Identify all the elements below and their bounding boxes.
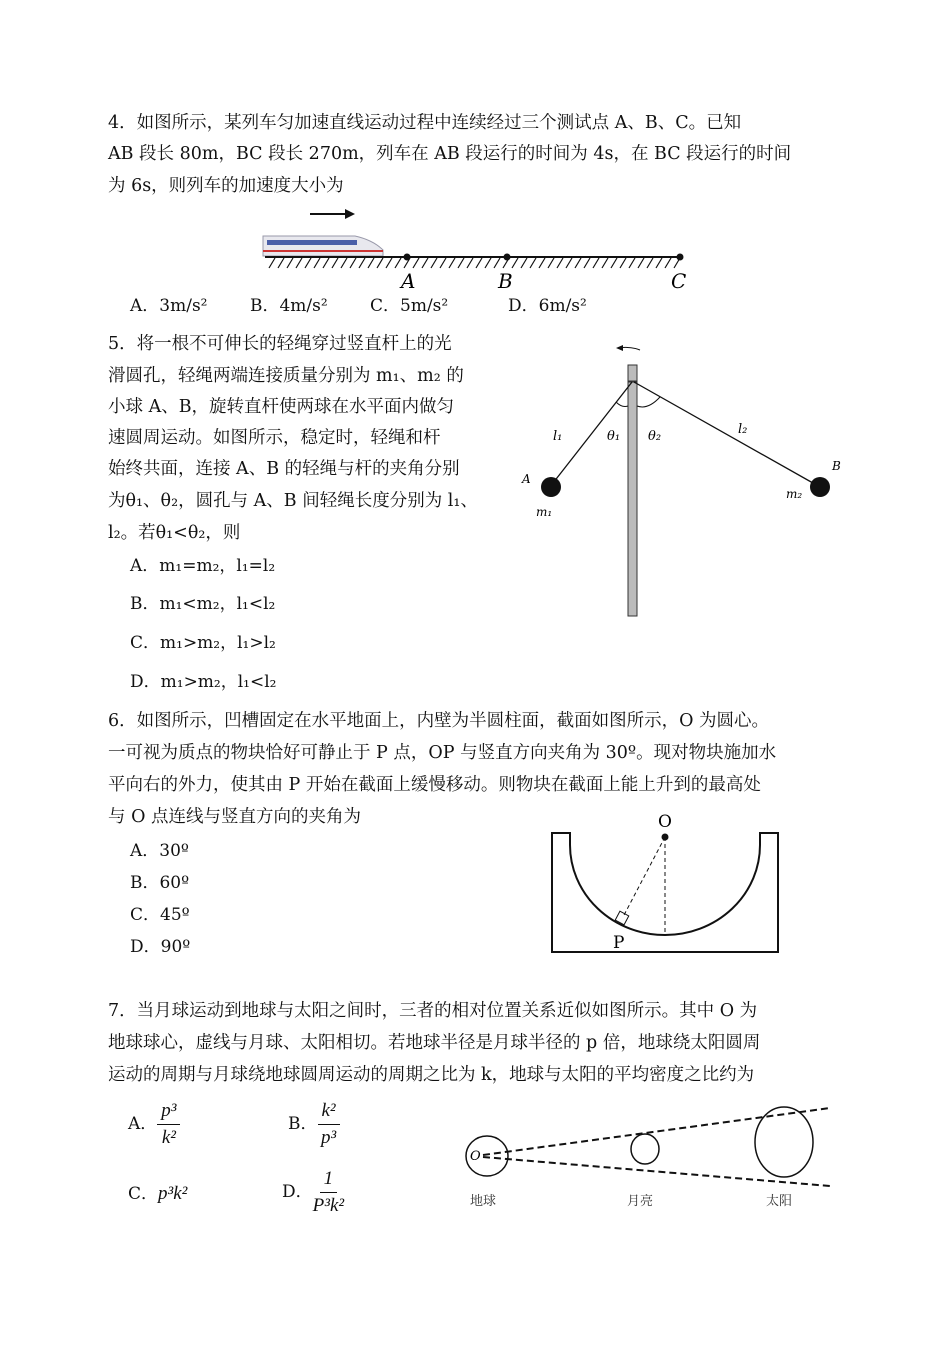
q4-option-b[interactable]: B．4m/s² bbox=[250, 296, 328, 316]
svg-text:O: O bbox=[470, 1149, 481, 1164]
svg-text:A: A bbox=[522, 472, 531, 486]
q6-option-d[interactable]: D．90º bbox=[130, 937, 191, 957]
ball-b bbox=[810, 477, 830, 497]
train-icon bbox=[263, 236, 383, 256]
earth-moon-sun-figure bbox=[455, 1100, 840, 1220]
svg-text:l₂: l₂ bbox=[738, 422, 748, 437]
train-track-figure bbox=[255, 200, 695, 295]
q6-option-c[interactable]: C．45º bbox=[130, 905, 190, 925]
semicircle-groove-figure bbox=[545, 805, 790, 960]
moon-circle bbox=[631, 1134, 659, 1164]
svg-text:O: O bbox=[658, 812, 672, 832]
q6-line-1: 6．如图所示，凹槽固定在水平地面上，内壁为半圆柱面，截面如图所示，O 为圆心。 bbox=[108, 711, 770, 731]
q5-line-1: 5．将一根不可伸长的轻绳穿过竖直杆上的光 bbox=[108, 334, 452, 354]
q7-option-c[interactable]: C．p³k² bbox=[128, 1183, 188, 1204]
q4-option-d[interactable]: D．6m/s² bbox=[508, 296, 587, 316]
q4-option-a[interactable]: A．3m/s² bbox=[130, 296, 208, 316]
svg-text:m₁: m₁ bbox=[536, 505, 553, 519]
point-c-label: C bbox=[671, 269, 687, 293]
q4-line-2: AB 段长 80m，BC 段长 270m，列车在 AB 段运行的时间为 4s，在 BC 段运行的时间 bbox=[108, 144, 792, 164]
q6-line-2: 一可视为质点的物块恰好可静止于 P 点，OP 与竖直方向夹角为 30º。现对物块施加水 bbox=[108, 743, 777, 763]
point-a-label: A bbox=[401, 269, 416, 293]
q5-line-6: 为θ₁、θ₂，圆孔与 A、B 间轻绳长度分别为 l₁、 bbox=[108, 491, 478, 511]
q6-line-4: 与 O 点连线与竖直方向的夹角为 bbox=[108, 807, 361, 827]
q5-option-d[interactable]: D．m₁>m₂，l₁<l₂ bbox=[130, 672, 277, 692]
svg-text:月亮: 月亮 bbox=[627, 1194, 654, 1209]
svg-text:地球: 地球 bbox=[470, 1194, 497, 1209]
point-b-label: B bbox=[498, 269, 513, 293]
rotating-rod-figure bbox=[510, 340, 850, 620]
q4-line-3: 为 6s，则列车的加速度大小为 bbox=[108, 176, 344, 196]
q5-line-5: 始终共面，连接 A、B 的轻绳与杆的夹角分别 bbox=[108, 459, 460, 479]
q5-line-3: 小球 A、B，旋转直杆使两球在水平面内做匀 bbox=[108, 397, 455, 417]
rotation-arrow-icon bbox=[616, 345, 640, 351]
q7-option-b[interactable]: B． $\frac{\text{k²}}{\text{p³}}$ bbox=[288, 1100, 340, 1149]
q5-line-2: 滑圆孔，轻绳两端连接质量分别为 m₁、m₂ 的 bbox=[108, 366, 464, 386]
q7-line-1: 7．当月球运动到地球与太阳之间时，三者的相对位置关系近似如图所示。其中 O 为 bbox=[108, 1001, 758, 1021]
svg-text:太阳: 太阳 bbox=[766, 1194, 793, 1209]
ball-a bbox=[541, 477, 561, 497]
q5-option-a[interactable]: A．m₁=m₂，l₁=l₂ bbox=[130, 556, 276, 576]
q5-line-7: l₂。若θ₁<θ₂，则 bbox=[108, 523, 241, 543]
q5-line-4: 速圆周运动。如图所示，稳定时，轻绳和杆 bbox=[108, 428, 441, 448]
svg-text:m₂: m₂ bbox=[786, 487, 803, 501]
q7-line-3: 运动的周期与月球绕地球圆周运动的周期之比为 k，地球与太阳的平均密度之比约为 bbox=[108, 1065, 755, 1085]
q5-option-c[interactable]: C．m₁>m₂，l₁>l₂ bbox=[130, 633, 276, 653]
sun-circle bbox=[755, 1107, 813, 1177]
q6-option-a[interactable]: A．30º bbox=[130, 841, 189, 861]
svg-text:B: B bbox=[832, 459, 841, 473]
svg-text:l₁: l₁ bbox=[553, 429, 563, 444]
q6-option-b[interactable]: B．60º bbox=[130, 873, 190, 893]
svg-text:θ₂: θ₂ bbox=[648, 429, 662, 444]
q4-line-1: 4．如图所示，某列车匀加速直线运动过程中连续经过三个测试点 A、B、C。已知 bbox=[108, 113, 742, 133]
direction-arrow-icon bbox=[310, 209, 355, 219]
q7-line-2: 地球球心，虚线与月球、太阳相切。若地球半径是月球半径的 p 倍，地球绕太阳圆周 bbox=[108, 1033, 761, 1053]
q6-line-3: 平向右的外力，使其由 P 开始在截面上缓慢移动。则物块在截面上能上升到的最高处 bbox=[108, 775, 761, 795]
q4-option-c[interactable]: C．5m/s² bbox=[370, 296, 449, 316]
svg-text:P: P bbox=[613, 933, 625, 953]
svg-text:θ₁: θ₁ bbox=[607, 429, 621, 444]
q5-option-b[interactable]: B．m₁<m₂，l₁<l₂ bbox=[130, 594, 276, 614]
q7-option-d[interactable]: D． $\frac{1}{\text{P³k²}}$ bbox=[282, 1168, 345, 1216]
q7-option-a[interactable]: A． $\frac{\text{p³}}{\text{k²}}$ bbox=[128, 1100, 180, 1149]
